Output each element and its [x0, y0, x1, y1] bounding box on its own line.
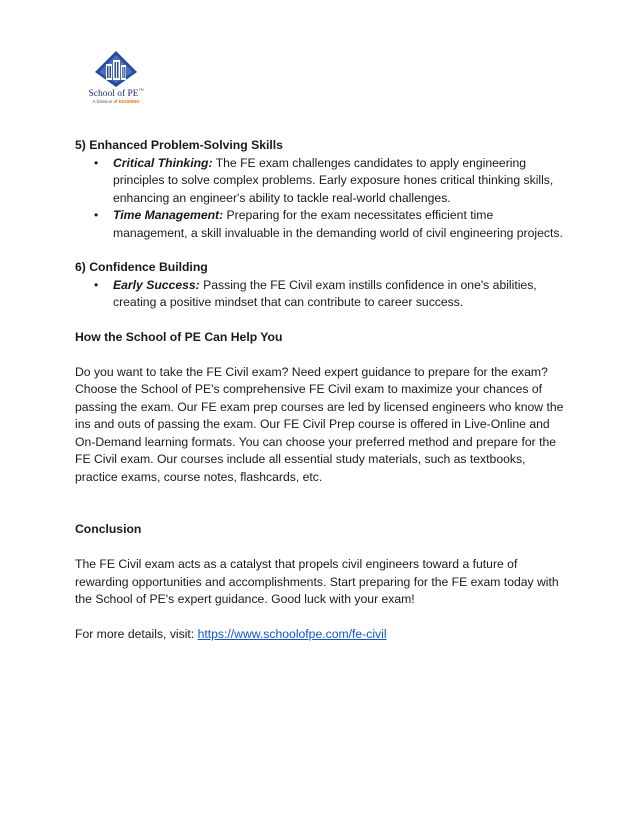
details-label: For more details, visit: [75, 627, 198, 641]
conclusion-heading: Conclusion [75, 522, 142, 536]
document-body [75, 137, 565, 644]
help-paragraph: Do you want to take the FE Civil exam? Need expert guidance to prepare for the exam? Choose the School of PE's comprehensive FE Civil exam to maximize your chances of passing the exam. Our FE exam prep courses are led by licensed engineers who know the ins and outs of passing the exam. Our FE Civil Prep course is offered in Live-Online and On-Demand learning formats. You can choose your preferred method and prepare for the FE Civil exam. Our courses include all essential study materials, such as textbooks, practice exams, course notes, flashcards, etc. [75, 364, 564, 484]
help-heading: How the School of PE Can Help You [75, 329, 283, 344]
details-line [75, 626, 565, 644]
list-item: • Critical Thinking: The FE exam challenges candidates to apply engineering principles to solve complex problems. Early exposure hones critical thinking skills, enhancing an engineer's ability to tackle real-world challenges. [113, 155, 565, 208]
fe-civil-link[interactable]: https://www.schoolofpe.com/fe-civil [197, 627, 387, 641]
school-of-pe-logo [86, 50, 146, 104]
list-item: • Early Success: Passing the FE Civil exam instills confidence in one's abilities, creating a positive mindset that can contribute to career success. [113, 277, 565, 312]
list-item: • Time Management: Preparing for the exam necessitates efficient time management, a skill invaluable in the demanding world of civil engineering projects. [113, 207, 565, 242]
section-5-heading: 5) Enhanced Problem-Solving Skills [75, 138, 283, 152]
logo-tagline: A Division of EDUMIND [92, 99, 140, 105]
section-6-heading: 6) Confidence Building [75, 260, 208, 274]
logo-wordmark: School of PE™ [88, 89, 144, 100]
building-emblem-icon [94, 50, 138, 88]
section-6-list [75, 277, 565, 312]
conclusion-paragraph: The FE Civil exam acts as a catalyst that propels civil engineers toward a future of rewarding opportunities and accomplishments. Start preparing for the FE exam today with the School of PE's expert guidance. Good luck with your exam! [75, 557, 559, 606]
section-5-list [75, 155, 565, 243]
